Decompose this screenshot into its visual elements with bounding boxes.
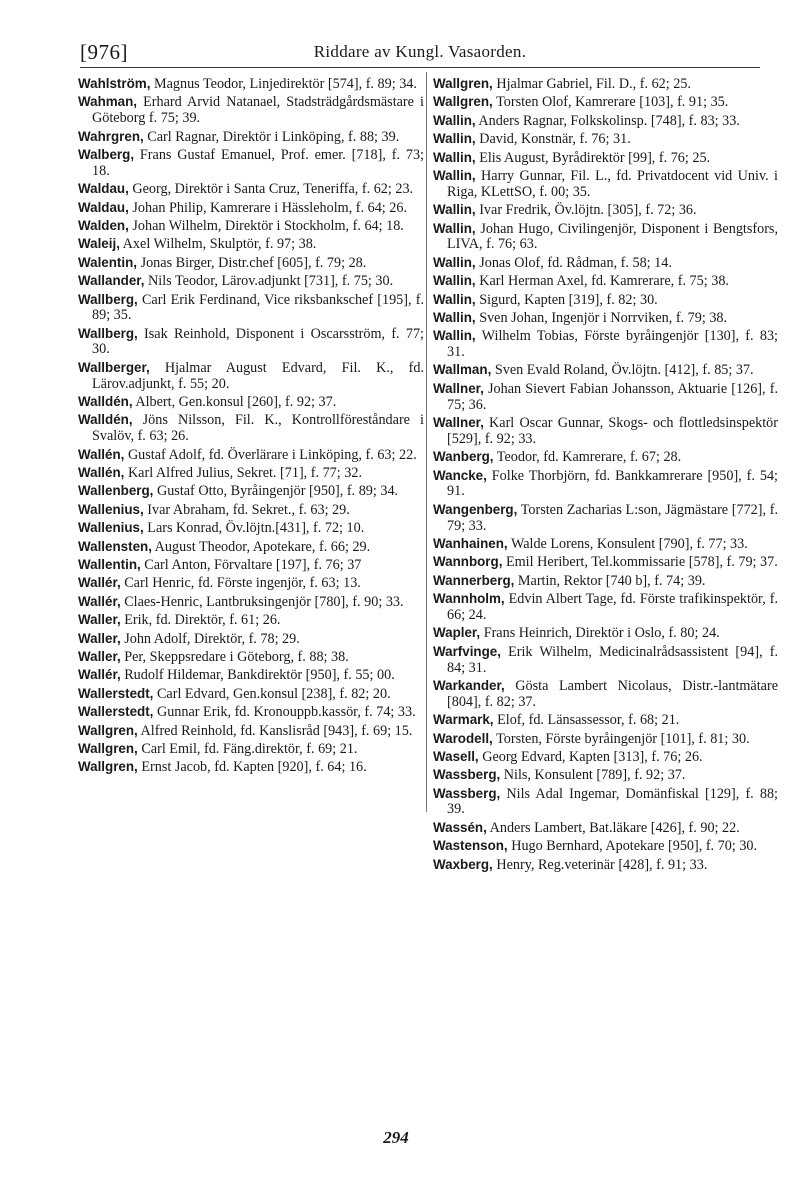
entry-surname: Wanberg, — [433, 449, 494, 465]
register-entry — [433, 749, 778, 766]
entry-details: Frans Gustaf Emanuel, Prof. emer. [718], f. 73; 18. — [92, 146, 424, 179]
entry-surname: Waleij, — [78, 236, 120, 252]
register-entry — [78, 575, 424, 592]
page-title: Riddare av Kungl. Vasaorden. — [313, 42, 527, 61]
entry-details: Hugo Bernhard, Apotekare [950], f. 70; 30. — [507, 838, 758, 855]
entry-surname: Wallentin, — [78, 556, 141, 572]
entry-details: Nils Teodor, Lärov.adjunkt [731], f. 75; 30. — [144, 273, 394, 290]
entry-details: Karl Alfred Julius, Sekret. [71], f. 77; 32. — [124, 465, 362, 482]
register-entry — [78, 292, 424, 325]
register-entry — [78, 129, 424, 146]
register-entry — [433, 381, 778, 414]
register-entry — [78, 76, 424, 93]
entry-surname: Wallgren, — [433, 94, 493, 110]
register-entry — [433, 625, 778, 642]
entry-details: Hjalmar Gabriel, Fil. D., f. 62; 25. — [492, 76, 691, 92]
register-entry — [433, 712, 778, 729]
entry-details: Frans Heinrich, Direktör i Oslo, f. 80; 24. — [480, 625, 720, 642]
entry-surname: Wapler, — [433, 625, 481, 641]
register-entry — [433, 76, 778, 93]
register-entry — [433, 731, 778, 748]
register-entry — [433, 644, 778, 677]
entry-details: Magnus Teodor, Linjedirektör [574], f. 89; 34. — [150, 76, 417, 92]
entry-surname: Wallerstedt, — [78, 704, 154, 720]
entry-details: Nils Adal Ingemar, Domänfiskal [129], f. 88; 39. — [447, 785, 778, 818]
register-entry — [78, 447, 424, 464]
footer-page-number: 294 — [383, 1128, 409, 1147]
entry-details: Gustaf Adolf, fd. Överlärare i Linköping, f. 63; 22. — [124, 446, 417, 463]
register-entry — [78, 649, 424, 666]
register-entry — [78, 218, 424, 235]
entry-surname: Wannborg, — [433, 554, 503, 570]
entry-surname: Waxberg, — [433, 856, 493, 872]
entry-details: Torsten Zacharias L:son, Jägmästare [772], f. 79; 33. — [447, 501, 778, 534]
entry-details: Albert, Gen.konsul [260], f. 92; 37. — [132, 394, 337, 411]
entry-details: Hjalmar August Edvard, Fil. K., fd. Lärov.adjunkt, f. 55; 20. — [92, 359, 424, 392]
register-entry — [78, 612, 424, 629]
entry-surname: Wallman, — [433, 362, 492, 378]
entry-surname: Wallin, — [433, 202, 476, 218]
entry-surname: Wassberg, — [433, 767, 501, 783]
entry-details: Erik Wilhelm, Medicinalrådsassistent [94], f. 84; 31. — [447, 643, 778, 676]
entry-surname: Waldau, — [78, 181, 129, 197]
register-entry — [433, 310, 778, 327]
register-entry — [78, 181, 424, 198]
register-entry — [433, 591, 778, 624]
entry-surname: Wahlström, — [78, 76, 151, 91]
entry-surname: Wastenson, — [433, 838, 508, 854]
entry-surname: Wallenius, — [78, 501, 144, 517]
column-divider — [426, 72, 427, 812]
register-entry — [78, 273, 424, 290]
register-entry — [78, 502, 424, 519]
register-entry — [78, 94, 424, 127]
register-entry — [433, 449, 778, 466]
entry-details: John Adolf, Direktör, f. 78; 29. — [120, 630, 300, 647]
entry-surname: Waller, — [78, 612, 121, 628]
entry-surname: Wallberg, — [78, 291, 138, 307]
entry-surname: Wangenberg, — [433, 501, 518, 517]
entry-details: Johan Sievert Fabian Johansson, Aktuarie [126], f. 75; 36. — [447, 380, 778, 413]
entry-details: Carl Emil, fd. Fäng.direktör, f. 69; 21. — [137, 740, 358, 757]
entry-details: Erhard Arvid Natanael, Stadsträdgårdsmästare i Göteborg f. 75; 39. — [92, 94, 424, 127]
entry-details: Carl Edvard, Gen.konsul [238], f. 82; 20. — [153, 685, 391, 702]
register-entry — [78, 200, 424, 217]
entry-surname: Wassén, — [433, 819, 487, 835]
entry-surname: Wahman, — [78, 94, 138, 110]
entry-surname: Wallin, — [433, 220, 476, 236]
register-entry — [433, 273, 778, 290]
entry-details: Nils, Konsulent [789], f. 92; 37. — [500, 767, 686, 784]
register-entry — [433, 820, 778, 837]
header-rule — [80, 67, 760, 68]
register-entry — [78, 741, 424, 758]
entry-details: Ivar Abraham, fd. Sekret., f. 63; 29. — [143, 501, 350, 518]
register-entry — [78, 759, 424, 776]
register-entry — [78, 236, 424, 253]
entry-surname: Wancke, — [433, 467, 487, 483]
entry-details: Georg Edvard, Kapten [313], f. 76; 26. — [478, 748, 703, 765]
entry-surname: Wallgren, — [78, 722, 138, 738]
entry-details: Gunnar Erik, fd. Kronouppb.kassör, f. 74; 33. — [153, 704, 416, 721]
entry-surname: Wallgren, — [433, 76, 493, 91]
register-entry — [78, 360, 424, 393]
entry-surname: Wallin, — [433, 328, 476, 344]
entry-surname: Wallén, — [78, 465, 125, 481]
entry-details: Claes-Henric, Lantbruksingenjör [780], f. 90; 33. — [120, 593, 404, 610]
entry-details: Edvin Albert Tage, fd. Förste trafikinspektör, f. 66; 24. — [447, 591, 778, 623]
register-entry — [78, 594, 424, 611]
entry-details: Rudolf Hildemar, Bankdirektör [950], f. 55; 00. — [120, 667, 395, 684]
entry-details: Torsten Olof, Kamrerare [103], f. 91; 35. — [492, 94, 729, 111]
header-page-number: [976] — [80, 40, 128, 64]
entry-details: Torsten, Förste byråingenjör [101], f. 81; 30. — [492, 730, 750, 747]
entry-details: Jonas Birger, Distr.chef [605], f. 79; 28. — [137, 254, 367, 271]
entry-details: Karl Oscar Gunnar, Skogs- och flottledsinspektör [529], f. 92; 33. — [447, 415, 778, 447]
entry-surname: Wassberg, — [433, 785, 501, 801]
entry-details: Erik, fd. Direktör, f. 61; 26. — [120, 612, 281, 629]
entry-details: Alfred Reinhold, fd. Kanslisråd [943], f. 69; 15. — [137, 722, 413, 739]
entry-details: Elis August, Byrådirektör [99], f. 76; 25. — [475, 149, 711, 166]
register-entry — [78, 539, 424, 556]
entry-details: Jöns Nilsson, Fil. K., Kontrollföreståndare i Svalöv, f. 63; 26. — [92, 412, 424, 445]
entry-details: Anders Lambert, Bat.läkare [426], f. 90; 22. — [486, 819, 740, 836]
entry-details: Carl Ragnar, Direktör i Linköping, f. 88; 39. — [143, 128, 400, 145]
register-entry — [433, 328, 778, 361]
entry-surname: Wallin, — [433, 254, 476, 270]
entry-surname: Wasell, — [433, 748, 479, 764]
entry-surname: Wallin, — [433, 131, 476, 147]
register-entry — [433, 838, 778, 855]
register-entry — [78, 394, 424, 411]
entry-surname: Wanhainen, — [433, 536, 508, 551]
entry-details: Georg, Direktör i Santa Cruz, Teneriffa, f. 62; 23. — [128, 181, 414, 198]
entry-details: Carl Henric, fd. Förste ingenjör, f. 63; 13. — [120, 575, 361, 592]
entry-surname: Warkander, — [433, 677, 505, 693]
register-entry — [78, 255, 424, 272]
entry-surname: Wallér, — [78, 575, 121, 591]
entry-details: Anders Ragnar, Folkskolinsp. [748], f. 83; 33. — [475, 112, 740, 129]
register-entry — [78, 667, 424, 684]
page-header — [80, 40, 760, 66]
entry-surname: Wallner, — [433, 415, 484, 431]
entry-surname: Waldau, — [78, 199, 129, 215]
entry-surname: Warmark, — [433, 712, 494, 728]
register-entry — [78, 557, 424, 574]
register-entry — [433, 786, 778, 819]
entry-details: Sven Evald Roland, Öv.löjtn. [412], f. 85; 37. — [491, 362, 754, 379]
entry-surname: Wallner, — [433, 380, 484, 396]
entry-surname: Wallin, — [433, 167, 476, 183]
entry-details: Karl Herman Axel, fd. Kamrerare, f. 75; 38. — [475, 273, 729, 290]
register-entry — [433, 767, 778, 784]
entry-surname: Wallgren, — [78, 759, 138, 775]
entry-details: Henry, Reg.veterinär [428], f. 91; 33. — [492, 856, 708, 873]
register-entry — [433, 255, 778, 272]
register-entry — [78, 326, 424, 359]
entry-surname: Wallenius, — [78, 520, 144, 536]
register-entry — [78, 631, 424, 648]
entry-surname: Walldén, — [78, 394, 133, 410]
entry-surname: Wallgren, — [78, 740, 138, 756]
register-entry — [78, 686, 424, 703]
entry-surname: Walldén, — [78, 412, 133, 428]
entry-details: Ivar Fredrik, Öv.löjtn. [305], f. 72; 36. — [475, 202, 697, 219]
entry-surname: Wallander, — [78, 273, 145, 289]
entry-surname: Wallerstedt, — [78, 685, 154, 701]
entry-surname: Wallberger, — [78, 359, 150, 375]
entry-surname: Walentin, — [78, 254, 138, 270]
entry-surname: Wallin, — [433, 291, 476, 307]
entry-details: Wilhelm Tobias, Förste byråingenjör [130], f. 83; 31. — [447, 328, 778, 361]
entry-details: Per, Skeppsredare i Göteborg, f. 88; 38. — [120, 648, 349, 665]
register-entry — [433, 150, 778, 167]
register-entry — [78, 483, 424, 500]
register-entry — [433, 131, 778, 148]
register-entry — [78, 520, 424, 537]
register-entry — [433, 94, 778, 111]
entry-details: Johan Philip, Kamrerare i Hässleholm, f. 64; 26. — [128, 199, 408, 216]
register-entry — [78, 465, 424, 482]
register-entry — [78, 723, 424, 740]
entry-details: Teodor, fd. Kamrerare, f. 67; 28. — [493, 449, 682, 466]
entry-surname: Wallin, — [433, 149, 476, 165]
entry-details: Isak Reinhold, Disponent i Oscarsström, f. 77; 30. — [92, 325, 424, 358]
entry-details: Jonas Olof, fd. Rådman, f. 58; 14. — [475, 254, 672, 271]
entry-surname: Wallenberg, — [78, 483, 154, 499]
entry-surname: Walden, — [78, 217, 129, 233]
entry-surname: Walberg, — [78, 146, 135, 162]
register-entry — [433, 468, 778, 501]
register-entry — [433, 221, 778, 254]
register-entry — [433, 362, 778, 379]
entry-surname: Warodell, — [433, 730, 493, 746]
register-entry — [433, 502, 778, 535]
entry-details: Walde Lorens, Konsulent [790], f. 77; 33. — [507, 536, 748, 552]
entry-surname: Wallin, — [433, 273, 476, 289]
right-column — [433, 76, 778, 875]
entry-details: Gustaf Otto, Byråingenjör [950], f. 89; 34. — [153, 483, 399, 500]
entry-details: Axel Wilhelm, Skulptör, f. 97; 38. — [119, 236, 317, 253]
entry-details: David, Konstnär, f. 76; 31. — [475, 131, 631, 148]
entry-surname: Wallin, — [433, 112, 476, 128]
entry-surname: Wallberg, — [78, 325, 138, 341]
entry-surname: Waller, — [78, 630, 121, 646]
register-entry — [78, 704, 424, 721]
register-entry — [78, 147, 424, 180]
entry-details: August Theodor, Apotekare, f. 66; 29. — [151, 538, 371, 555]
entry-details: Carl Erik Ferdinand, Vice riksbankschef [195], f. 89; 35. — [92, 291, 424, 324]
register-entry — [433, 168, 778, 201]
register-entry — [78, 412, 424, 445]
entry-details: Elof, fd. Länsassessor, f. 68; 21. — [493, 712, 680, 729]
left-column — [78, 76, 424, 778]
entry-details: Harry Gunnar, Fil. L., fd. Privatdocent vid Univ. i Riga, KLettSO, f. 00; 35. — [447, 167, 778, 200]
register-entry — [433, 113, 778, 130]
register-entry — [433, 202, 778, 219]
entry-surname: Wallér, — [78, 593, 121, 609]
register-entry — [433, 554, 778, 571]
register-entry — [433, 678, 778, 711]
entry-surname: Wannerberg, — [433, 572, 515, 588]
register-entry — [433, 536, 778, 553]
entry-details: Gösta Lambert Nicolaus, Distr.-lantmätare [804], f. 82; 37. — [447, 677, 778, 710]
entry-surname: Wannholm, — [433, 591, 505, 607]
entry-surname: Wahrgren, — [78, 128, 144, 144]
entry-surname: Wallin, — [433, 309, 476, 325]
register-entry — [433, 573, 778, 590]
entry-surname: Wallensten, — [78, 538, 152, 554]
entry-details: Martin, Rektor [740 b], f. 74; 39. — [514, 572, 706, 589]
register-entry — [433, 415, 778, 448]
entry-surname: Warfvinge, — [433, 643, 501, 659]
entry-details: Carl Anton, Förvaltare [197], f. 76; 37 — [140, 556, 362, 573]
entry-details: Ernst Jacob, fd. Kapten [920], f. 64; 16. — [137, 759, 367, 776]
entry-surname: Waller, — [78, 648, 121, 664]
entry-details: Johan Hugo, Civilingenjör, Disponent i Bengtsfors, LIVA, f. 76; 63. — [447, 220, 778, 253]
entry-details: Emil Heribert, Tel.kommissarie [578], f. 79; 37. — [502, 554, 778, 571]
entry-details: Johan Wilhelm, Direktör i Stockholm, f. 64; 18. — [128, 217, 404, 234]
register-entry — [433, 292, 778, 309]
entry-surname: Wallén, — [78, 446, 125, 462]
register-entry — [433, 857, 778, 874]
entry-details: Sigurd, Kapten [319], f. 82; 30. — [475, 291, 658, 308]
entry-details: Folke Thorbjörn, fd. Bankkamrerare [950], f. 54; 91. — [447, 467, 778, 500]
entry-details: Sven Johan, Ingenjör i Norrviken, f. 79; 38. — [475, 309, 728, 326]
entry-surname: Wallér, — [78, 667, 121, 683]
entry-details: Lars Konrad, Öv.löjtn.[431], f. 72; 10. — [143, 520, 365, 537]
